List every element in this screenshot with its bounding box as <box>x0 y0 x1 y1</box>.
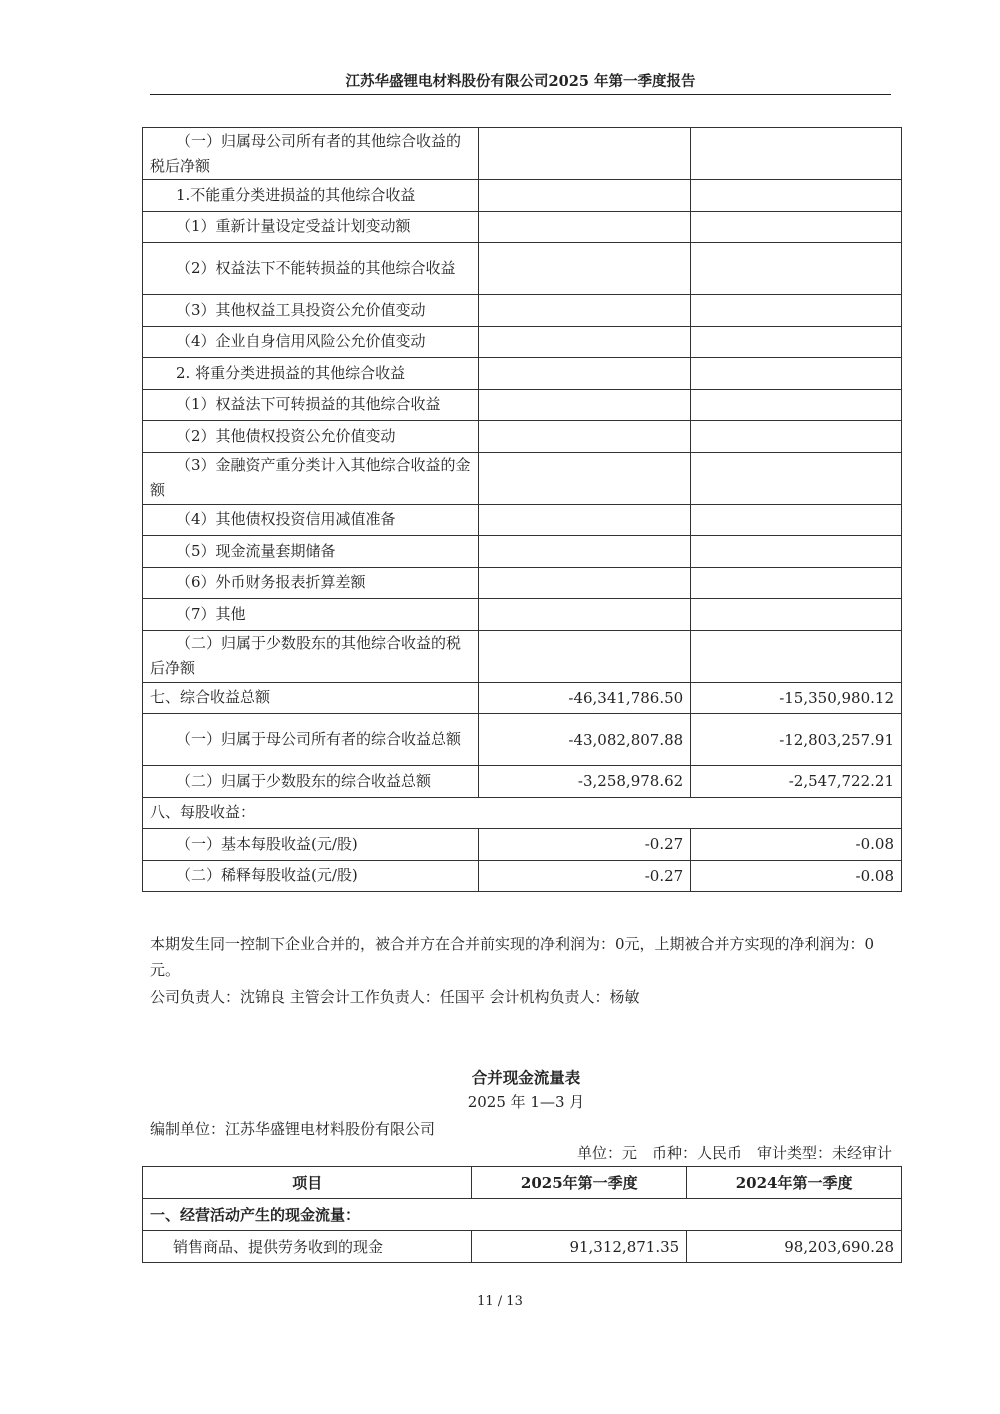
prior-period-value <box>691 504 902 536</box>
table-row <box>143 180 902 212</box>
current-period-value <box>479 326 691 358</box>
table-row <box>143 389 902 421</box>
current-period-value: -46,341,786.50 <box>479 682 691 714</box>
current-period-value <box>479 243 691 295</box>
current-period-value: -0.27 <box>479 860 691 892</box>
prior-period-value <box>691 326 902 358</box>
current-period-value: 91,312,871.35 <box>472 1231 687 1263</box>
current-period-value: -0.27 <box>479 829 691 861</box>
row-label: （6）外币财务报表折算差额 <box>143 567 479 599</box>
preparer-line: 编制单位：江苏华盛锂电材料股份有限公司 <box>150 1120 436 1138</box>
table-row <box>143 860 902 892</box>
header-item: 项目 <box>143 1167 472 1199</box>
row-label: 2. 将重分类进损益的其他综合收益 <box>143 358 479 390</box>
current-period-value <box>479 536 691 568</box>
row-label: （3）金融资产重分类计入其他综合收益的金额 <box>143 452 479 504</box>
header-current: 2025年第一季度 <box>472 1167 687 1199</box>
row-label: （一）归属母公司所有者的其他综合收益的税后净额 <box>143 128 479 180</box>
row-label: （2）权益法下不能转损益的其他综合收益 <box>143 243 479 295</box>
prior-period-value <box>691 599 902 631</box>
table-row <box>143 682 902 714</box>
current-period-value <box>479 128 691 180</box>
prior-period-value: -12,803,257.91 <box>691 714 902 766</box>
prior-period-value <box>691 243 902 295</box>
prior-period-value <box>691 421 902 453</box>
row-label: （1）重新计量设定受益计划变动额 <box>143 211 479 243</box>
row-label: （二）稀释每股收益(元/股) <box>143 860 479 892</box>
unit-currency-line: 单位：元 币种：人民币 审计类型：未经审计 <box>576 1144 892 1162</box>
table-row <box>143 630 902 682</box>
row-label: 1.不能重分类进损益的其他综合收益 <box>143 180 479 212</box>
page-header: 江苏华盛锂电材料股份有限公司2025 年第一季度报告 <box>150 70 891 95</box>
prior-period-value <box>691 630 902 682</box>
prior-period-value: 98,203,690.28 <box>687 1231 902 1263</box>
cashflow-title: 合并现金流量表 <box>471 1068 581 1087</box>
prior-period-value: -0.08 <box>691 860 902 892</box>
prior-period-value <box>691 180 902 212</box>
table-row <box>143 714 902 766</box>
table-row <box>143 421 902 453</box>
row-label: 七、综合收益总额 <box>143 682 479 714</box>
prior-period-value: -0.08 <box>691 829 902 861</box>
prior-period-value <box>691 536 902 568</box>
prior-period-value <box>691 452 902 504</box>
prior-period-value <box>691 389 902 421</box>
row-label: （5）现金流量套期储备 <box>143 536 479 568</box>
table-row <box>143 797 902 829</box>
row-label: （3）其他权益工具投资公允价值变动 <box>143 295 479 327</box>
table-row <box>143 504 902 536</box>
table-row <box>143 211 902 243</box>
table-row <box>143 128 902 180</box>
current-period-value <box>479 630 691 682</box>
row-label: （二）归属于少数股东的综合收益总额 <box>143 766 479 798</box>
row-label: （一）归属于母公司所有者的综合收益总额 <box>143 714 479 766</box>
table-row <box>143 567 902 599</box>
current-period-value <box>479 358 691 390</box>
page-number: 11 / 13 <box>477 1294 523 1309</box>
prior-period-value: -2,547,722.21 <box>691 766 902 798</box>
row-label: （1）权益法下可转损益的其他综合收益 <box>143 389 479 421</box>
current-period-value <box>479 295 691 327</box>
header-prior: 2024年第一季度 <box>687 1167 902 1199</box>
current-period-value: -43,082,807.88 <box>479 714 691 766</box>
table-row <box>143 358 902 390</box>
section-label: 八、每股收益： <box>143 797 902 829</box>
prior-period-value: -15,350,980.12 <box>691 682 902 714</box>
current-period-value <box>479 599 691 631</box>
current-period-value <box>479 389 691 421</box>
table-header-row <box>143 1167 902 1199</box>
current-period-value <box>479 180 691 212</box>
current-period-value <box>479 421 691 453</box>
cashflow-period: 2025 年 1—3 月 <box>467 1093 585 1111</box>
prior-period-value <box>691 358 902 390</box>
current-period-value <box>479 504 691 536</box>
section-label: 一、经营活动产生的现金流量： <box>143 1199 902 1231</box>
table-row <box>143 766 902 798</box>
row-label: （一）基本每股收益(元/股) <box>143 829 479 861</box>
table-row <box>143 295 902 327</box>
table-row <box>143 1231 902 1263</box>
prior-period-value <box>691 211 902 243</box>
merger-note: 本期发生同一控制下企业合并的，被合并方在合并前实现的净利润为：0元，上期被合并方实现的净利润为：0 元。 <box>150 935 875 979</box>
row-label: （7）其他 <box>143 599 479 631</box>
prior-period-value <box>691 295 902 327</box>
table-row <box>143 1199 902 1231</box>
row-label: （4）其他债权投资信用减值准备 <box>143 504 479 536</box>
current-period-value: -3,258,978.62 <box>479 766 691 798</box>
current-period-value <box>479 452 691 504</box>
table-row <box>143 599 902 631</box>
cashflow-table <box>142 1166 902 1263</box>
current-period-value <box>479 567 691 599</box>
prior-period-value <box>691 567 902 599</box>
current-period-value <box>479 211 691 243</box>
row-label: （4）企业自身信用风险公允价值变动 <box>143 326 479 358</box>
table-row <box>143 243 902 295</box>
row-label: （2）其他债权投资公允价值变动 <box>143 421 479 453</box>
table-row <box>143 452 902 504</box>
row-label: 销售商品、提供劳务收到的现金 <box>143 1231 472 1263</box>
table-row <box>143 326 902 358</box>
income-statement-continued-table <box>142 127 902 892</box>
table-row <box>143 829 902 861</box>
table-row <box>143 536 902 568</box>
row-label: （二）归属于少数股东的其他综合收益的税后净额 <box>143 630 479 682</box>
prior-period-value <box>691 128 902 180</box>
responsible-persons: 公司负责人：沈锦良 主管会计工作负责人：任国平 会计机构负责人：杨敏 <box>150 988 640 1006</box>
